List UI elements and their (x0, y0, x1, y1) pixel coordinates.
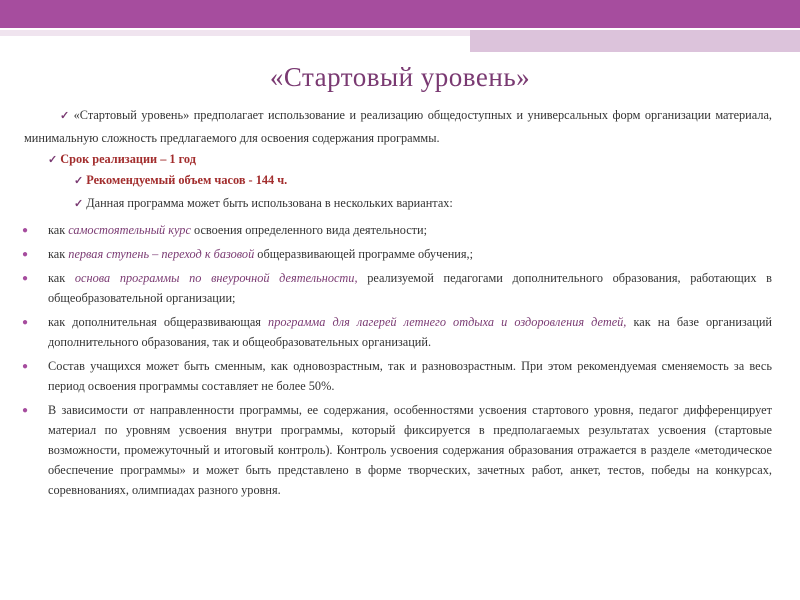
header-stripe-left (0, 30, 470, 36)
bullet-icon: ● (22, 225, 29, 236)
list-item: ● как основа программы по внеурочной деятельности, реализуемой педагогами дополнительного образования, работающих в общеобразовательной организации; (22, 271, 772, 305)
bullet-icon: ● (22, 361, 29, 372)
variants-intro: ✓ Данная программа может быть использована в нескольких вариантах: (74, 196, 453, 210)
list-item: ● Состав учащихся может быть сменным, как одновозрастным, так и разновозрастным. При этом рекомендуемая сменяемость за весь период освоения программы составляет не более 50%. (22, 359, 772, 393)
bullet-icon: ● (22, 405, 29, 416)
bullet-icon: ● (22, 273, 29, 284)
slide-body (24, 104, 772, 500)
list-item: ● как самостоятельный курс освоения определенного вида деятельности; (24, 220, 772, 240)
list-item: ● как дополнительная общеразвивающая программа для лагерей летнего отдыха и оздоровления детей, как на базе организаций дополнительного образования, так и общеобразовательных организаций. (22, 315, 772, 349)
term-line: ✓ Срок реализации – 1 год (48, 152, 196, 166)
list-item: ● как первая ступень – переход к базовой общеразвивающей программе обучения,; (24, 244, 772, 264)
intro-paragraph: ✓ «Стартовый уровень» предполагает использование и реализацию общедоступных и универсальных форм организации материала, минимальную сложность предлагаемого для освоения содержания программы. (24, 108, 772, 145)
list-item: ● В зависимости от направленности программы, ее содержания, особенностями усвоения стартового уровня, педагог дифференцирует материал по уровням усвоения внутри программы, который фиксируется в предполагаемых результатах усвоения (стартовые возможности, промежуточный и итоговый контроль). Контроль усвоения содержания образования отражается в разделе «методическое обеспечение программы» и может быть представлено в форме творческих, зачетных работ, анкет, тестов, победы на конкурсах, соревнованиях, олимпиадах разного уровня. (22, 403, 772, 497)
slide-title: «Стартовый уровень» (269, 62, 531, 92)
check-icon: ✓ (48, 154, 58, 166)
check-icon: ✓ (74, 198, 84, 210)
header-stripe-right (470, 30, 800, 52)
check-icon: ✓ (74, 175, 84, 187)
hours-line: ✓ Рекомендуемый объем часов - 144 ч. (74, 173, 288, 187)
bullet-icon: ● (22, 249, 29, 260)
header-bar (0, 0, 800, 28)
bullet-icon: ● (22, 317, 29, 328)
check-icon: ✓ (60, 110, 71, 122)
